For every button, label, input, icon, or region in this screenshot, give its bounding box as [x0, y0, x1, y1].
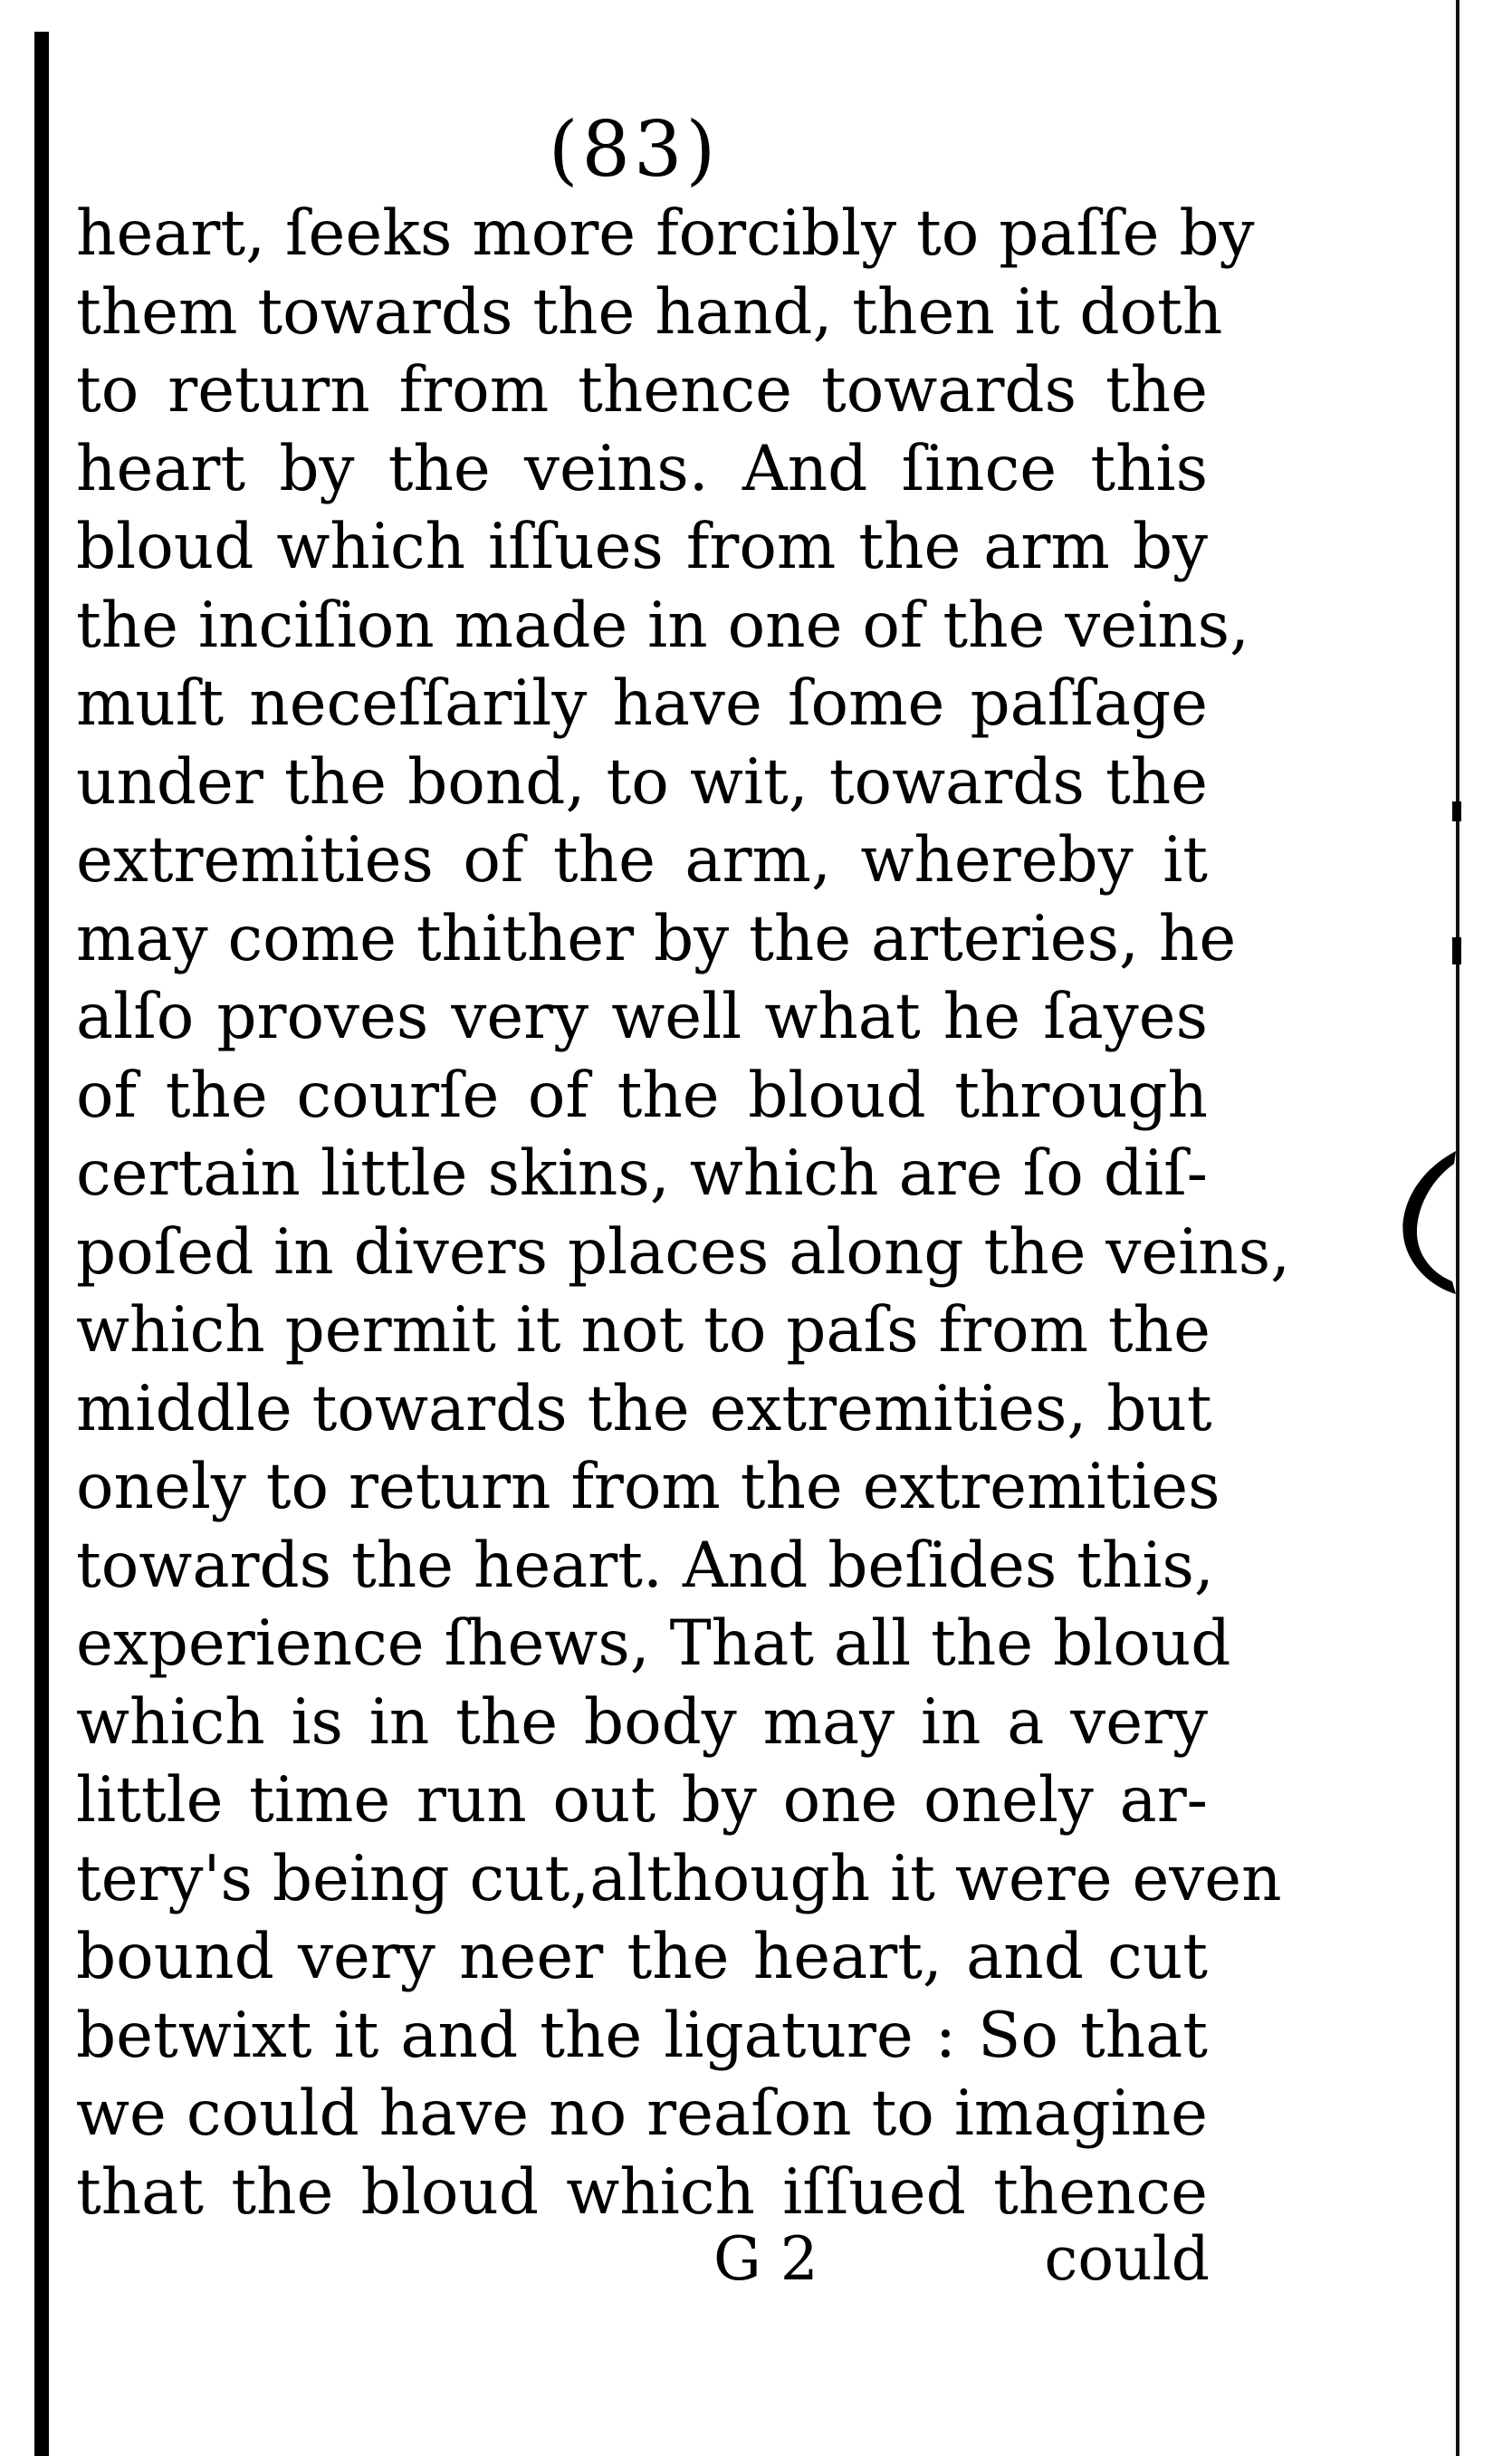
text-line: the inciſion made in one of the veins,: [76, 589, 1249, 662]
margin-bracket-mark: [1392, 1146, 1459, 1300]
edge-notch: [1452, 937, 1461, 964]
text-line: bound very neer the heart, and cut: [76, 1921, 1208, 1993]
edge-notch: [1452, 801, 1461, 821]
text-line: bloud which iſſues from the arm by: [76, 511, 1208, 583]
binding-edge: [34, 32, 49, 2456]
text-line: experience ſhews, That all the bloud: [76, 1607, 1231, 1680]
text-line: heart by the veins. And ſince this: [76, 432, 1208, 505]
text-line: them towards the hand, then it doth: [76, 275, 1223, 349]
text-line: tery's being cut,although it were even: [76, 1842, 1282, 1915]
text-line: muſt neceſſarily have ſome paſſage: [76, 667, 1208, 740]
text-line: to return from thence towards the: [76, 354, 1208, 427]
text-line: onely to return from the extremities: [76, 1451, 1220, 1523]
signature-mark: G 2: [713, 2224, 818, 2294]
text-line: towards the heart. And beſides this,: [76, 1529, 1214, 1602]
text-line: middle towards the extremities, but: [76, 1372, 1212, 1445]
text-line: extremities of the arm, whereby it: [76, 824, 1208, 897]
body-text: [76, 195, 1291, 2231]
text-line: of the courſe of the bloud through: [76, 1059, 1208, 1132]
page-footer: [76, 2219, 1210, 2300]
text-line: certain little skins, which are ſo diſ-: [76, 1137, 1208, 1210]
page-number: (83): [548, 105, 720, 194]
text-line: that the bloud which iſſued thence: [76, 2155, 1208, 2229]
text-line: under the bond, to wit, towards the: [76, 745, 1208, 819]
text-line: may come thither by the arteries, he: [76, 902, 1237, 975]
text-line: little time run out by one onely ar-: [76, 1764, 1208, 1837]
catchword: could: [1044, 2224, 1210, 2294]
text-line: betwixt it and the ligature : So that: [76, 1999, 1208, 2072]
text-line: poſed in divers places along the veins,: [76, 1215, 1291, 1289]
text-line: which is in the body may in a very: [76, 1685, 1208, 1759]
text-line: which permit it not to paſs from the: [76, 1294, 1211, 1367]
text-line: we could have no reaſon to imagine: [76, 2077, 1208, 2150]
text-line: alſo proves very well what he ſayes: [76, 981, 1208, 1053]
text-line: heart, ſeeks more forcibly to paſſe by: [76, 197, 1255, 270]
